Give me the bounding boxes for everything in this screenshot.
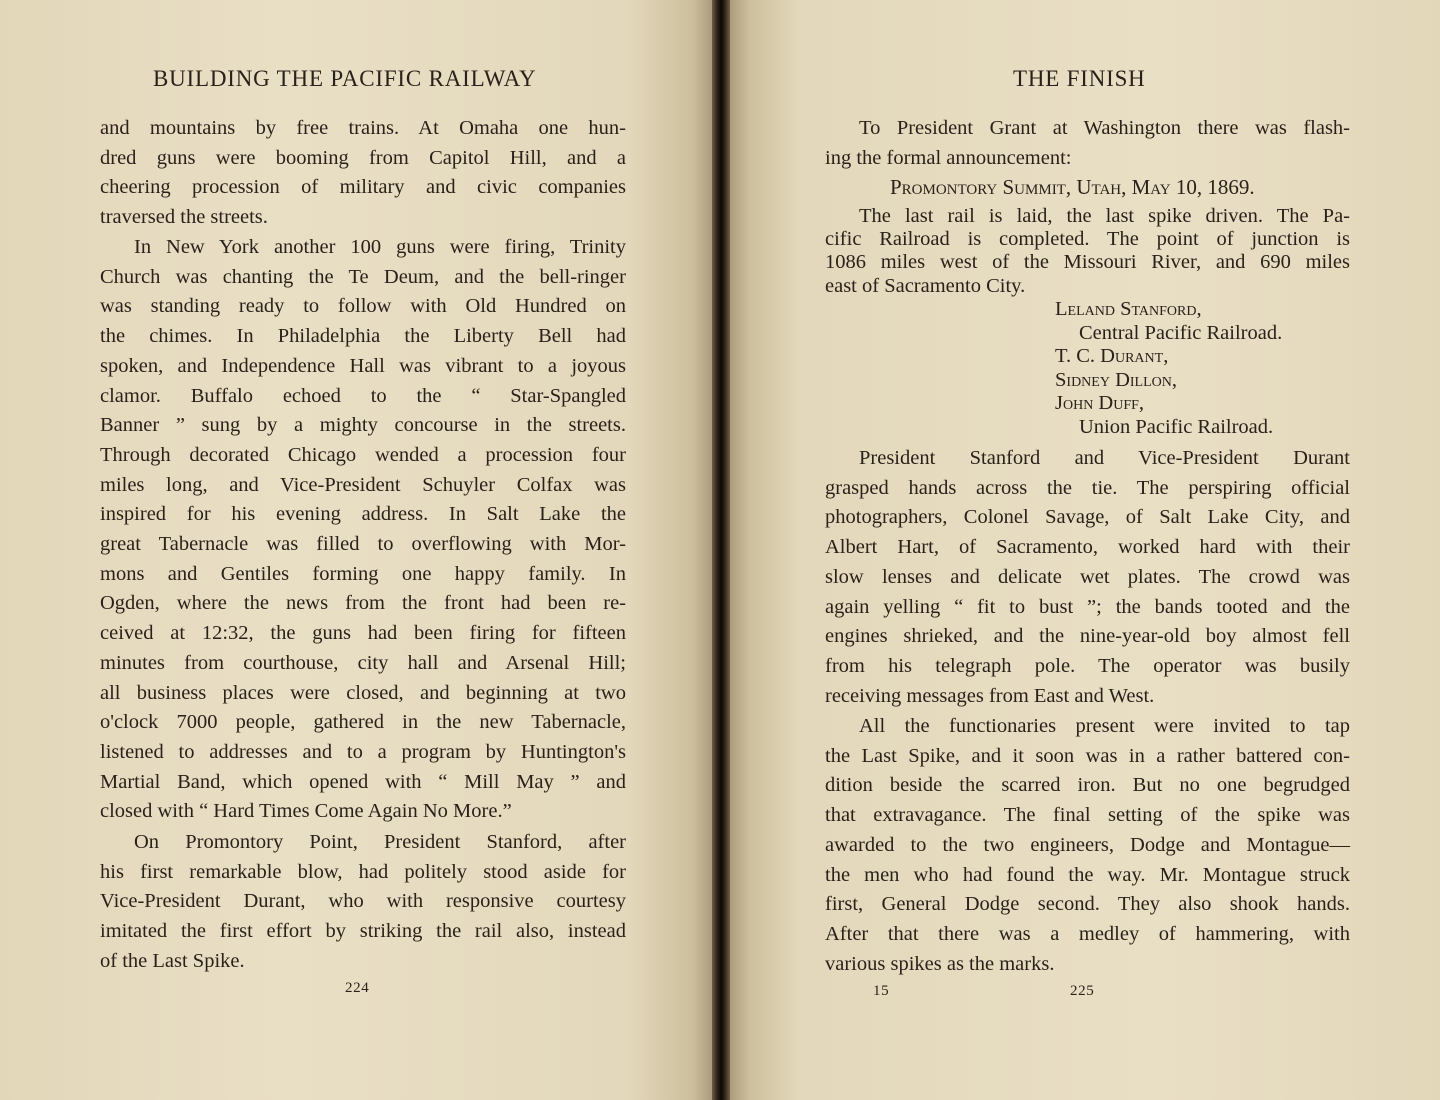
text-line: first, General Dodge second. They also shook hands. [825, 893, 1350, 916]
text-line: Martial Band, which opened with “ Mill May ” and [100, 770, 626, 793]
telegram-signer-union-pacific: Union Pacific Railroad. [1079, 416, 1274, 438]
text-line: receiving messages from East and West. [825, 684, 1155, 707]
text-line: To President Grant at Washington there was flash- [859, 117, 1350, 139]
text-line: the chimes. In Philadelphia the Liberty Bell had [100, 325, 626, 348]
text-line: great Tabernacle was filled to overflowing with Mor- [100, 533, 626, 556]
text-line: awarded to the two engineers, Dodge and Montague— [825, 833, 1350, 856]
book-gutter [712, 0, 730, 1100]
telegram-signer-durant: T. C. Durant, [1055, 345, 1169, 367]
text-line: imitated the first effort by striking the rail also, instead [100, 920, 626, 943]
text-line: slow lenses and delicate wet plates. The crowd was [825, 565, 1350, 588]
text-line: spoken, and Independence Hall was vibrant to a joyous [100, 354, 626, 377]
text-line: from his telegraph pole. The operator was busily [825, 654, 1350, 677]
text-line: Church was chanting the Te Deum, and the bell-ringer [100, 265, 626, 288]
text-line: photographers, Colonel Savage, of Salt Lake City, and [825, 506, 1350, 529]
right-running-head: THE FINISH [1013, 66, 1146, 91]
text-line: closed with “ Hard Times Come Again No More.” [100, 800, 512, 823]
text-line: the Last Spike, and it soon was in a rather battered con- [825, 744, 1350, 767]
text-line: dred guns were booming from Capitol Hill, and a [100, 146, 626, 169]
text-line: listened to addresses and to a program by Huntington's [100, 740, 626, 763]
text-line: of the Last Spike. [100, 949, 245, 972]
text-line: various spikes as the marks. [825, 952, 1055, 975]
text-line: that extravagance. The final setting of the spike was [825, 804, 1350, 827]
telegram-signer-stanford: Leland Stanford, [1055, 298, 1202, 320]
right-paragraph-3 [825, 712, 1350, 979]
text-line: inspired for his evening address. In Salt Lake the [100, 503, 626, 526]
text-line: traversed the streets. [100, 206, 268, 229]
telegram-dateline: Promontory Summit, Utah, May 10, 1869. [890, 175, 1255, 199]
text-line: Vice-President Durant, who with responsive courtesy [100, 890, 626, 913]
text-line: 1086 miles west of the Missouri River, and 690 miles [825, 251, 1350, 274]
text-line: the men who had found the way. Mr. Montague struck [825, 863, 1350, 886]
text-line: The last rail is laid, the last spike driven. The Pa- [859, 205, 1350, 227]
text-line: again yelling “ fit to bust ”; the bands tooted and the [825, 595, 1350, 618]
text-line: In New York another 100 guns were firing, Trinity [134, 236, 626, 258]
text-line: o'clock 7000 people, gathered in the new Tabernacle, [100, 711, 626, 734]
text-line: clamor. Buffalo echoed to the “ Star-Spangled [100, 384, 626, 407]
text-line: cific Railroad is completed. The point of junction is [825, 228, 1350, 251]
text-line: All the functionaries present were invited to tap [859, 715, 1350, 737]
right-paragraph-2 [825, 444, 1350, 711]
text-line: was standing ready to follow with Old Hundred on [100, 295, 626, 318]
text-line: cheering procession of military and civic companies [100, 176, 626, 199]
text-line: engines shrieked, and the nine-year-old boy almost fell [825, 625, 1350, 648]
text-line: On Promontory Point, President Stanford, after [134, 831, 626, 853]
text-line: Banner ” sung by a mighty concourse in the streets. [100, 414, 626, 437]
text-line: ing the formal announcement: [825, 146, 1072, 169]
text-line: minutes from courthouse, city hall and Arsenal Hill; [100, 651, 626, 674]
left-paragraph-3 [100, 828, 626, 977]
telegram-body [825, 205, 1350, 298]
left-paragraph-2 [100, 233, 626, 827]
text-line: After that there was a medley of hammering, with [825, 922, 1350, 945]
text-line: Through decorated Chicago wended a procession four [100, 443, 626, 466]
left-page-number: 224 [345, 980, 370, 996]
text-line: President Stanford and Vice-President Durant [859, 447, 1350, 469]
text-line: Albert Hart, of Sacramento, worked hard with their [825, 536, 1350, 559]
text-line: dition beside the scarred iron. But no one begrudged [825, 774, 1350, 797]
text-line: his first remarkable blow, had politely stood aside for [100, 860, 626, 883]
right-page-number: 225 [1070, 983, 1095, 999]
signature-mark: 15 [873, 983, 890, 999]
text-line: all business places were closed, and beginning at two [100, 681, 626, 704]
text-line: mons and Gentiles forming one happy family. In [100, 562, 626, 585]
telegram-signer-central-pacific: Central Pacific Railroad. [1079, 322, 1283, 344]
text-line: miles long, and Vice-President Schuyler Colfax was [100, 473, 626, 496]
text-line: Ogden, where the news from the front had been re- [100, 592, 626, 615]
telegram-signer-dillon: Sidney Dillon, [1055, 369, 1177, 391]
right-paragraph-1 [825, 114, 1350, 173]
text-line: and mountains by free trains. At Omaha one hun- [100, 117, 626, 139]
telegram-signer-duff: John Duff, [1055, 392, 1145, 414]
text-line: ceived at 12:32, the guns had been firing for fifteen [100, 622, 626, 645]
left-paragraph-1 [100, 114, 626, 233]
text-line: grasped hands across the tie. The perspiring official [825, 476, 1350, 499]
left-running-head: BUILDING THE PACIFIC RAILWAY [153, 66, 537, 91]
text-line: east of Sacramento City. [825, 274, 1026, 297]
